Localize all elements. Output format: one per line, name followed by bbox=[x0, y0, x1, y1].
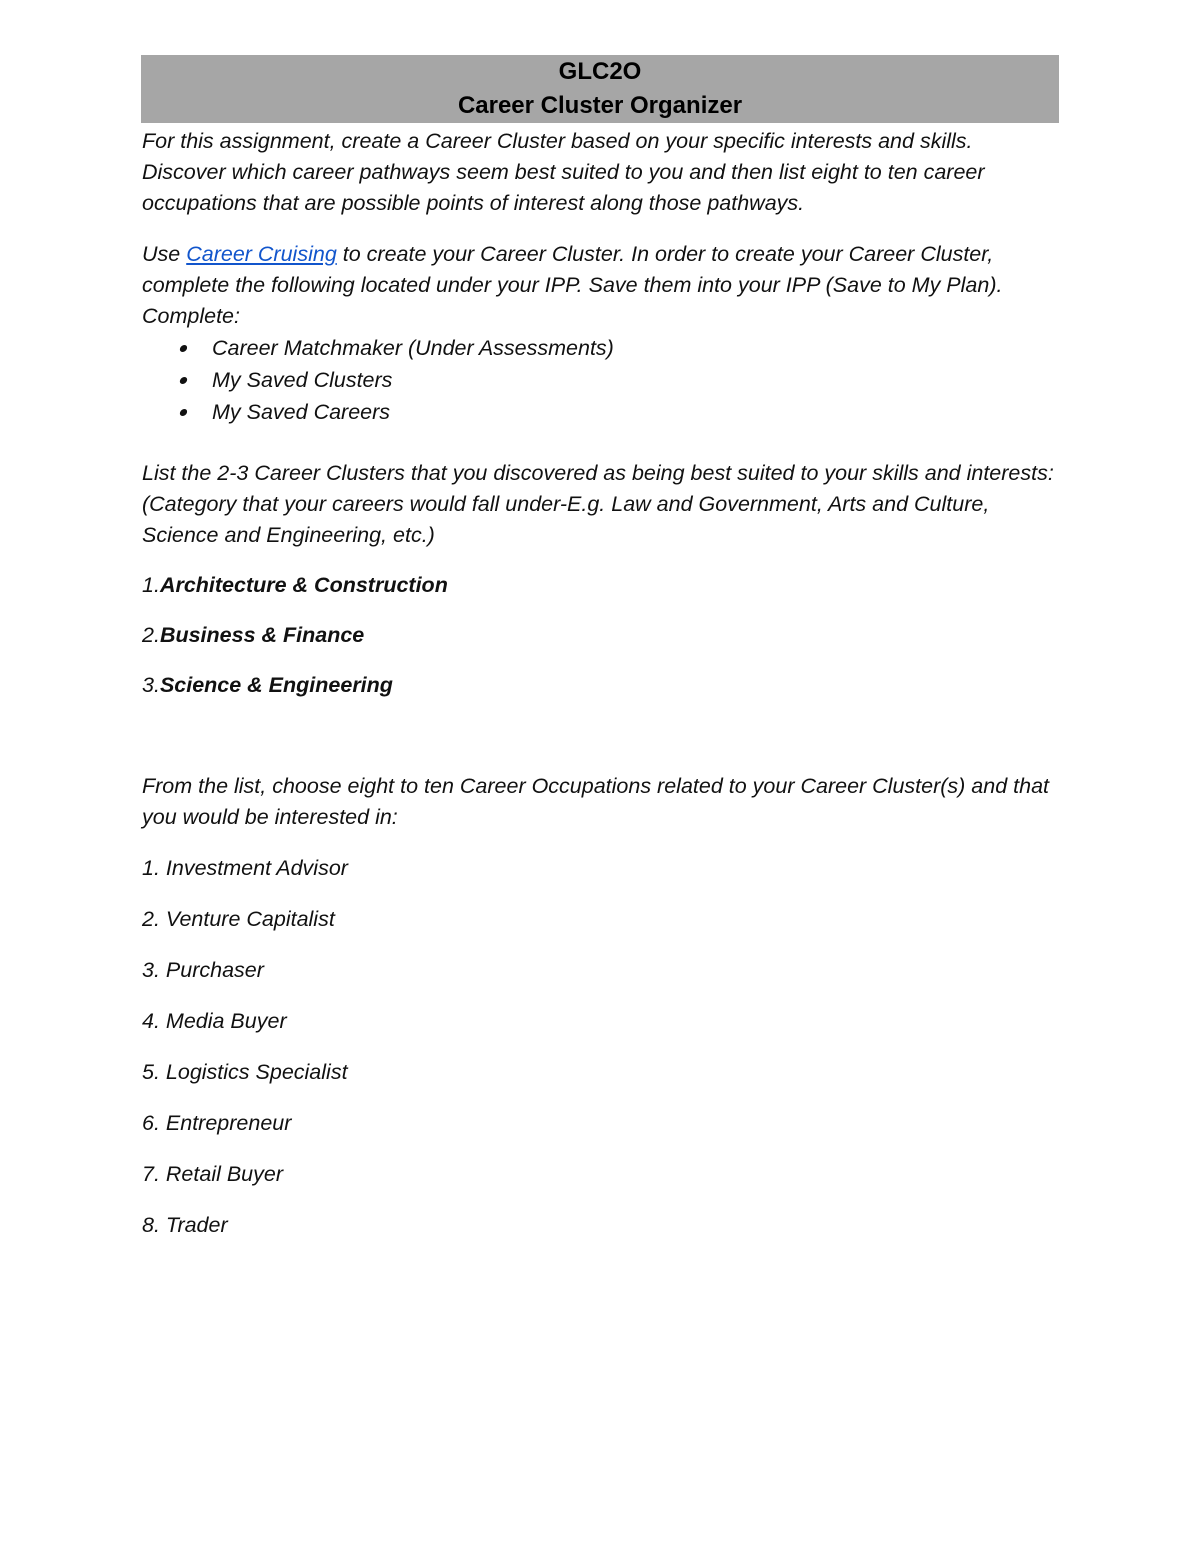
cluster-name: Architecture & Construction bbox=[159, 573, 448, 597]
list-item bbox=[180, 364, 1057, 396]
cluster-item bbox=[142, 620, 1057, 651]
career-cruising-link[interactable]: Career Cruising bbox=[186, 242, 337, 266]
cluster-item bbox=[142, 570, 1057, 601]
header-band bbox=[141, 55, 1059, 123]
cluster-item bbox=[142, 670, 1057, 701]
complete-label: Complete: bbox=[142, 304, 240, 328]
occupation-item: 3. Purchaser bbox=[142, 958, 264, 982]
occupation-item: 4. Media Buyer bbox=[142, 1009, 287, 1033]
occupation-item: 8. Trader bbox=[142, 1213, 228, 1237]
occupation-item: 6. Entrepreneur bbox=[142, 1111, 292, 1135]
occupation-item: 5. Logistics Specialist bbox=[142, 1060, 348, 1084]
course-code: GLC2O bbox=[558, 58, 642, 85]
list-item-label: Career Matchmaker (Under Assessments) bbox=[212, 336, 614, 360]
list-item-label: My Saved Clusters bbox=[212, 368, 393, 392]
cluster-name: Business & Finance bbox=[159, 623, 365, 647]
complete-list bbox=[142, 332, 1057, 428]
cluster-number: 3. bbox=[142, 673, 160, 697]
instructions-suffix: to create your Career Cluster. In order to create your Career Cluster, complete the following located under your IPP. Save them into your IPP (Save to My Plan). bbox=[142, 242, 1003, 297]
occupation-item: 7. Retail Buyer bbox=[142, 1162, 284, 1186]
list-item bbox=[180, 396, 1057, 428]
list-item bbox=[180, 332, 1057, 364]
document-title: Career Cluster Organizer bbox=[457, 92, 743, 119]
cluster-number: 1. bbox=[142, 573, 160, 597]
list-item-label: My Saved Careers bbox=[212, 400, 391, 424]
bullet-icon bbox=[179, 377, 188, 384]
instructions-paragraph bbox=[142, 239, 1057, 301]
document-body bbox=[142, 126, 1057, 1241]
cluster-number: 2. bbox=[142, 623, 160, 647]
instructions-prefix: Use bbox=[142, 242, 187, 266]
occupations-prompt: From the list, choose eight to ten Career Occupations related to your Career Cluster(s) and that you would be interested in: bbox=[142, 774, 1050, 829]
clusters-prompt: List the 2-3 Career Clusters that you discovered as being best suited to your skills and interests: (Category that your careers would fall under-E.g. Law and Government, Arts and Culture, Science and Engineering, etc.) bbox=[142, 461, 1054, 547]
cluster-name: Science & Engineering bbox=[159, 673, 393, 697]
bullet-icon bbox=[179, 345, 188, 352]
bullet-icon bbox=[179, 409, 188, 416]
occupation-item: 1. Investment Advisor bbox=[142, 856, 348, 880]
intro-paragraph: For this assignment, create a Career Cluster based on your specific interests and skills. Discover which career pathways seem best suited to you and then list eight to ten career occupations that are possible points of interest along those pathways. bbox=[142, 129, 985, 215]
occupation-item: 2. Venture Capitalist bbox=[142, 907, 335, 931]
